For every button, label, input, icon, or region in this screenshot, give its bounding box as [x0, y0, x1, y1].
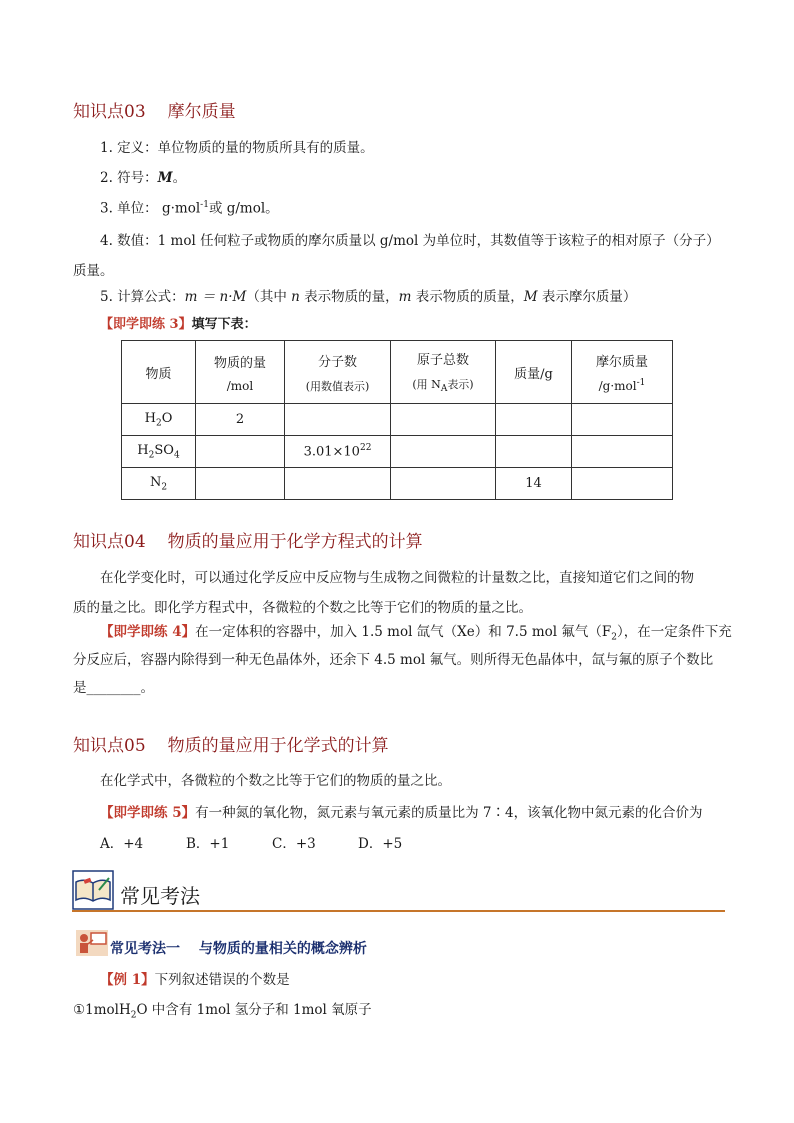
- symbol-line: 2. 符号：M。: [100, 170, 187, 186]
- cell-empty: [572, 436, 673, 468]
- section-04-para-1: 在化学变化时，可以通过化学反应中反应物与生成物之间微粒的计量数之比，直接知道它们之间的物: [100, 570, 694, 586]
- option-c: C．+3: [272, 836, 316, 852]
- header-substance: 物质: [122, 341, 196, 404]
- cell-mass: 14: [496, 468, 572, 500]
- header-atom-count: 原子总数 (用 $N_A$表示): [391, 341, 496, 404]
- value-line-1: 4. 数值：1 mol 任何粒子或物质的摩尔质量以 g/mol 为单位时，其数值等于该粒子的相对原子（分子）: [100, 233, 720, 249]
- header-mass: 质量/g: [496, 341, 572, 404]
- exercise-3-heading: 【即学即练 3】填写下表：: [100, 317, 257, 332]
- cell-empty: [496, 436, 572, 468]
- section-05-para-1: 在化学式中，各微粒的个数之比等于它们的物质的量之比。: [100, 773, 451, 789]
- exercise-5-line: 【即学即练 5】有一种氮的氧化物，氮元素与氧元素的质量比为 7∶4，该氧化物中氮元素的化合价为: [100, 805, 703, 821]
- common-methods-banner: [72, 868, 725, 912]
- option-a: A．+4: [100, 836, 144, 852]
- cell-empty: [572, 404, 673, 436]
- teacher-icon: [76, 930, 108, 956]
- section-04-para-2: 质的量之比。即化学方程式中，各微粒的个数之比等于它们的物质的量之比。: [73, 600, 532, 616]
- exercise-4-line-3: 是________。: [73, 680, 154, 696]
- book-icon: [72, 870, 114, 910]
- cell-substance: $H_2SO_4$: [122, 436, 196, 468]
- table-row: [122, 468, 673, 500]
- cell-empty: [391, 468, 496, 500]
- cell-substance: $H_2O$: [122, 404, 196, 436]
- cell-empty: [496, 404, 572, 436]
- example-1-line: 【例 1】下列叙述错误的个数是: [100, 972, 290, 988]
- definition-line: 1. 定义：单位物质的量的物质所具有的质量。: [100, 140, 374, 156]
- header-amount: 物质的量 /mol: [196, 341, 285, 404]
- option-b: B．+1: [186, 836, 230, 852]
- formula-line: 5. 计算公式：m ＝ n·M（其中 n 表示物质的量，m 表示物质的质量，M 表示摩尔质量）: [100, 289, 637, 305]
- unit-line: 3. 单位： g·mol$^{-1}$或 g/mol。: [100, 200, 279, 217]
- table-row: [122, 404, 673, 436]
- cell-empty: [391, 436, 496, 468]
- section-title-03: 知识点03 摩尔质量: [73, 102, 236, 122]
- section-title-05: 知识点05 物质的量应用于化学式的计算: [73, 736, 389, 756]
- cell-molecule-count: $3.01\times 10^{22}$: [285, 436, 391, 468]
- cell-substance: $N_2$: [122, 468, 196, 500]
- cell-amount: 2: [196, 404, 285, 436]
- banner-rule: [72, 910, 725, 912]
- cell-empty: [196, 468, 285, 500]
- header-molecule-count: 分子数 (用数值表示): [285, 341, 391, 404]
- document-page: 知识点03 摩尔质量 1. 定义：单位物质的量的物质所具有的质量。 2. 符号：M。 3. 单位： g·mol$^{-1}$或 g/mol。 4. 数值：1 mol 任何粒子或物质的摩尔质量以 g/mol 为单位时，其数值等于该粒子的相对原子（分子） 质量。 5. 计算公式：m ＝ n·M（其中 n 表示物质的量，m 表示物质的质量，M 表示摩尔质量） 【即学即练 3】填写下表： 物质 物质的量 /mol 分子数 (用数值表示) 原子总数 (用 $N_A$表示) 质量/g 摩尔质量 /g·mol$^{-1}$ $H_2O$ 2 $H_2SO_4$ $3.01\times 10^{22}$ $N_2$ 14 知识点04 物质的量应用于化学方程式的计算 在化学变化时，可以通过化学反应中反应物与生成物之间微粒的计量数之比，直接知道它们之间的物 质的量之比。即化学方程式中，各微粒的个数之比等于它们的物质的量之比。 【即学即练 4】在一定体积的容器中，加入 1.5 mol 氙气（Xe）和 7.5 mol 氟气$(F_2)$，在一定条件下充 分反应后，容器内除得到一种无色晶体外，还余下 4.5 mol 氟气。则所得无色晶体中，氙与氟的原子个数比 是________。 知识点05 物质的量应用于化学式的计算 在化学式中，各微粒的个数之比等于它们的物质的量之比。 【即学即练 5】有一种氮的氧化物，氮元素与氧元素的质量比为 7∶4，该氧化物中氮元素的化合价为 A．+4 B．+1 C．+3 D．+5 常见考法 常见考法一 与物质的量相关的概念辨析 【例 1】下列叙述错误的个数是 ①1molH$_2$O 中含有 1mol 氢分子和 1mol 氧原子: [0, 0, 794, 1123]
- example-1-item-1: ①1molH$_2$O 中含有 1mol 氢分子和 1mol 氧原子: [73, 1002, 372, 1021]
- cell-empty: [196, 436, 285, 468]
- table-header-row: [122, 341, 673, 404]
- section-title-04: 知识点04 物质的量应用于化学方程式的计算: [73, 532, 423, 552]
- header-molar-mass: 摩尔质量 /g·mol$^{-1}$: [572, 341, 673, 404]
- exercise-3-table: [121, 340, 673, 500]
- cell-empty: [285, 468, 391, 500]
- cell-empty: [572, 468, 673, 500]
- option-d: D．+5: [358, 836, 403, 852]
- table-row: [122, 436, 673, 468]
- cell-empty: [285, 404, 391, 436]
- cell-empty: [391, 404, 496, 436]
- exercise-4-line-1: 【即学即练 4】在一定体积的容器中，加入 1.5 mol 氙气（Xe）和 7.5 mol 氟气$(F_2)$，在一定条件下充: [100, 624, 732, 643]
- value-line-2: 质量。: [73, 263, 114, 279]
- banner-title: 常见考法: [120, 884, 200, 908]
- exercise-4-line-2: 分反应后，容器内除得到一种无色晶体外，还余下 4.5 mol 氟气。则所得无色晶体中，氙与氟的原子个数比: [73, 652, 714, 668]
